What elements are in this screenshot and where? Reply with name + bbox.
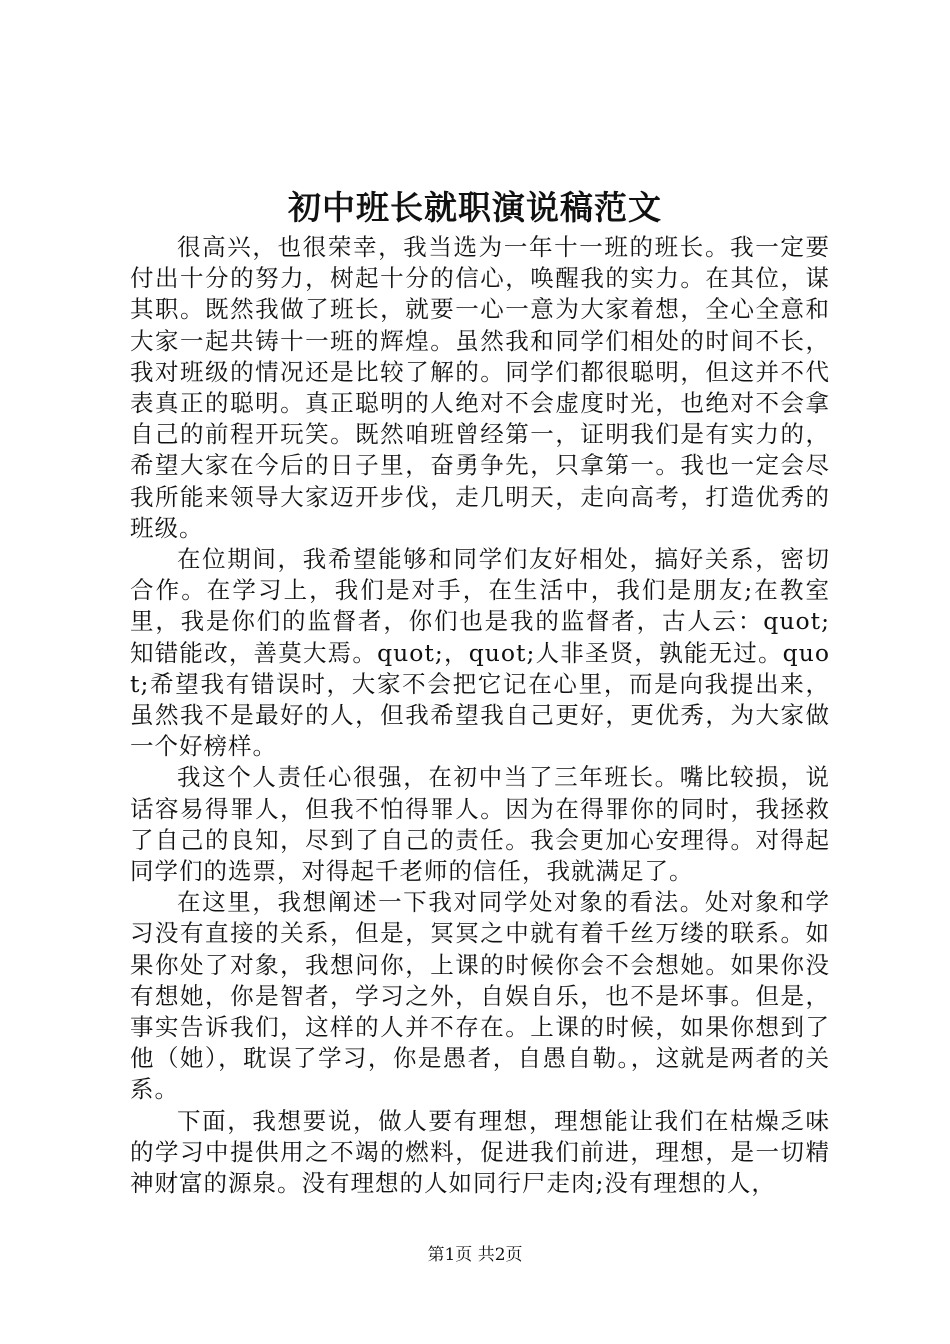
- page-number-footer: 第1页 共2页: [427, 1245, 523, 1265]
- paragraph: 下面，我想要说，做人要有理想，理想能让我们在枯燥乏味的学习中提供用之不竭的燃料，促进我们前进，理想，是一切精神财富的源泉。没有理想的人如同行尸走肉;没有理想的人，: [130, 1106, 830, 1198]
- paragraph: 在这里，我想阐述一下我对同学处对象的看法。处对象和学习没有直接的关系，但是，冥冥之中就有着千丝万缕的联系。如果你处了对象，我想问你，上课的时候你会不会想她。如果你没有想她，你是智者，学习之外，自娱自乐，也不是坏事。但是，事实告诉我们，这样的人并不存在。上课的时候，如果你想到了他（她），耽误了学习，你是愚者，自愚自勒。，这就是两者的关系。: [130, 888, 830, 1104]
- document-title: 初中班长就职演说稿范文: [288, 188, 662, 227]
- paragraph: 我这个人责任心很强，在初中当了三年班长。嘴比较损，说话容易得罪人，但我不怕得罪人。因为在得罪你的同时，我拯救了自己的良知，尽到了自己的责任。我会更加心安理得。对得起同学们的选票，对得起千老师的信任，我就满足了。: [130, 763, 830, 886]
- document-body: [130, 232, 830, 1199]
- paragraph: 很高兴，也很荣幸，我当选为一年十一班的班长。我一定要付出十分的努力，树起十分的信心，唤醒我的实力。在其位，谋其职。既然我做了班长，就要一心一意为大家着想，全心全意和大家一起共铸十一班的辉煌。虽然我和同学们相处的时间不长，我对班级的情况还是比较了解的。同学们都很聪明，但这并不代表真正的聪明。真正聪明的人绝对不会虚度时光，也绝对不会拿自己的前程开玩笑。既然咱班曾经第一，证明我们是有实力的，希望大家在今后的日子里，奋勇争先，只拿第一。我也一定会尽我所能来领导大家迈开步伐，走几明天，走向高考，打造优秀的班级。: [130, 233, 830, 542]
- paragraph: 在位期间，我希望能够和同学们友好相处，搞好关系，密切合作。在学习上，我们是对手，在生活中，我们是朋友;在教室里，我是你们的监督者，你们也是我的监督者，古人云：quot;知错能改，善莫大焉。quot;，quot;人非圣贤，孰能无过。quot;希望我有错误时，大家不会把它记在心里，而是向我提出来，虽然我不是最好的人，但我希望我自己更好，更优秀，为大家做一个好榜样。: [130, 545, 830, 761]
